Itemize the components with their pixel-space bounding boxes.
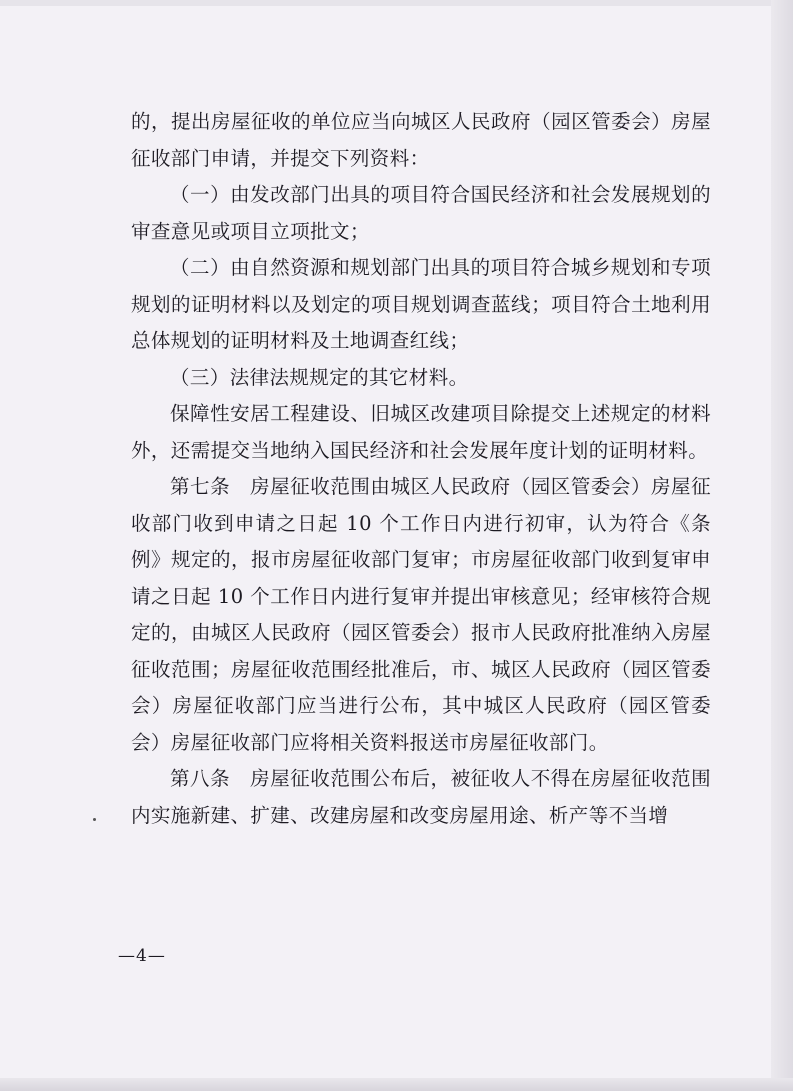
scan-edge-right [771, 0, 793, 1091]
scan-edge-bottom [0, 1078, 793, 1091]
paragraph-continuation: 的，提出房屋征收的单位应当向城区人民政府（园区管委会）房屋征收部门申请，并提交下列资料： [131, 110, 711, 170]
paragraph-supplementary: 保障性安居工程建设、旧城区改建项目除提交上述规定的材料外，还需提交当地纳入国民经济和社会发展年度计划的证明材料。 [131, 402, 711, 462]
paragraph-article-8: 第八条 房屋征收范围公布后，被征收人不得在房屋征收范围内实施新建、扩建、改建房屋和改变房屋用途、析产等不当增 [131, 767, 711, 827]
scan-speck [93, 818, 96, 821]
paragraph-item-3: （三）法律法规规定的其它材料。 [170, 365, 469, 389]
scan-edge-top [0, 0, 793, 6]
paragraph-item-1: （一）由发改部门出具的项目符合国民经济和社会发展规划的审查意见或项目立项批文； [131, 183, 711, 243]
body-text [131, 104, 711, 834]
page-number: —4— [118, 946, 166, 966]
paragraph-item-2: （二）由自然资源和规划部门出具的项目符合城乡规划和专项规划的证明材料以及划定的项目规划调查蓝线；项目符合土地利用总体规划的证明材料及土地调查红线； [131, 256, 711, 352]
paragraph-article-7: 第七条 房屋征收范围由城区人民政府（园区管委会）房屋征收部门收到申请之日起 10 个工作日内进行初审，认为符合《条例》规定的，报市房屋征收部门复审；市房屋征收部门收到复审申请之日起 10 个工作日内进行复审并提出审核意见；经审核符合规定的，由城区人民政府（园区管委会）报市人民政府批准纳入房屋征收范围；房屋征收范围经批准后，市、城区人民政府（园区管委会）房屋征收部门应当进行公布，其中城区人民政府（园区管委会）房屋征收部门应将相关资料报送市房屋征收部门。 [131, 475, 711, 754]
